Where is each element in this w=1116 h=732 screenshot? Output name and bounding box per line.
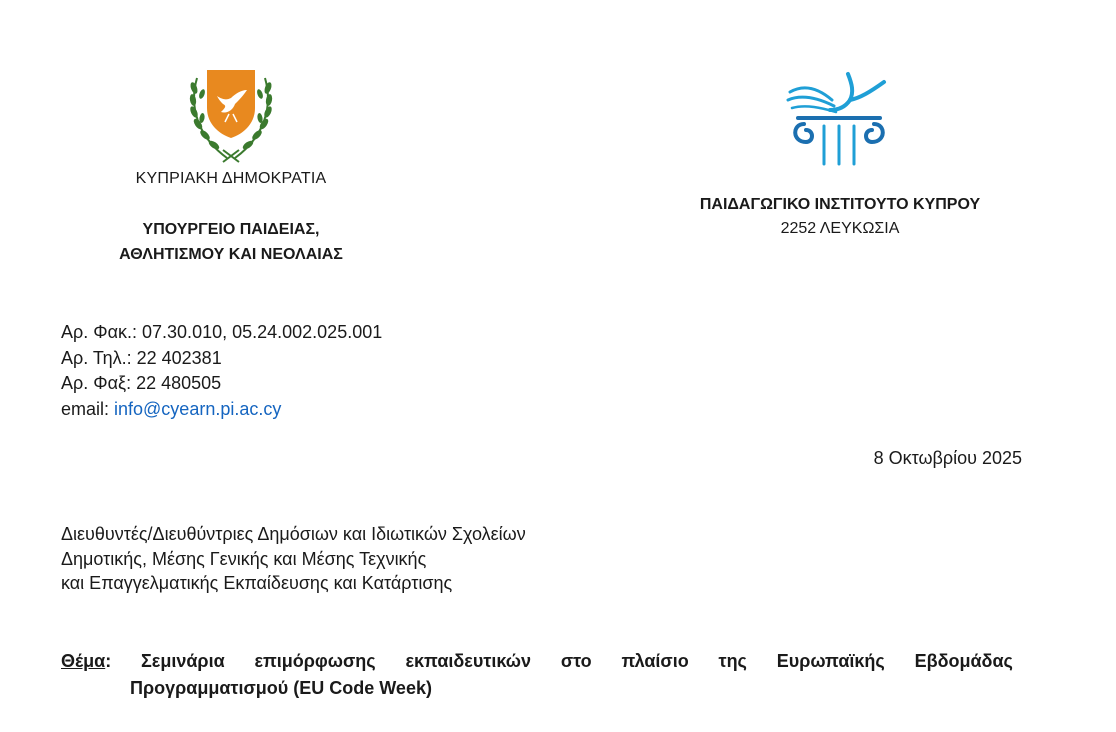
subject-word: της <box>718 651 747 671</box>
subject-label-group <box>61 648 111 675</box>
ministry-line-1: ΥΠΟΥΡΓΕΙΟ ΠΑΙΔΕΙΑΣ, <box>142 221 320 238</box>
subject-block <box>61 648 1013 702</box>
subject-label: Θέμα <box>61 651 106 671</box>
country-name: ΚΥΠΡΙΑΚΗ ΔΗΜΟΚΡΑΤΙΑ <box>135 170 327 187</box>
subject-line-1 <box>61 648 1013 675</box>
subject-word: επιμόρφωσης <box>254 651 376 671</box>
recipients-block <box>61 522 526 596</box>
subject-colon: : <box>105 651 112 671</box>
subject-line-2: Προγραμματισμού (EU Code Week) <box>130 678 432 698</box>
recipient-line: και Επαγγελματικής Εκπαίδευσης και Κατάρτισης <box>61 573 453 593</box>
cyprus-coat-of-arms-icon <box>183 66 279 166</box>
email-link[interactable]: info@cyearn.pi.ac.cy <box>114 398 282 419</box>
ministry-name <box>60 217 402 267</box>
recipient-line: Διευθυντές/Διευθύντριες Δημόσιων και Ιδιωτικών Σχολείων <box>61 524 526 544</box>
email-label: email: <box>61 398 115 419</box>
reference-block <box>61 320 382 422</box>
letter-date: 8 Οκτωβρίου 2025 <box>873 448 1022 468</box>
subject-word: Ευρωπαϊκής <box>776 651 885 671</box>
ministry-line-2: ΑΘΛΗΤΙΣΜΟΥ ΚΑΙ ΝΕΟΛΑΙΑΣ <box>119 246 343 263</box>
file-number: Αρ. Φακ.: 07.30.010, 05.24.002.025.001 <box>61 322 383 342</box>
subject-word: Σεμινάρια <box>141 651 225 671</box>
phone-number: Αρ. Τηλ.: 22 402381 <box>61 347 222 368</box>
institute-name: ΠΑΙΔΑΓΩΓΙΚΟ ΙΝΣΤΙΤΟΥΤΟ ΚΥΠΡΟΥ <box>699 196 981 213</box>
subject-word: Εβδομάδας <box>914 651 1013 671</box>
fax-number: Αρ. Φαξ: 22 480505 <box>61 373 222 393</box>
email-line <box>61 397 382 423</box>
pedagogical-institute-logo-icon <box>784 70 894 170</box>
subject-word: εκπαιδευτικών <box>405 651 532 671</box>
subject-word: πλαίσιο <box>621 651 689 671</box>
institute-city: 2252 ΛΕΥΚΩΣΙΑ <box>780 220 900 237</box>
recipient-line: Δημοτικής, Μέσης Γενικής και Μέσης Τεχνικής <box>61 548 427 569</box>
subject-word: στο <box>560 651 592 671</box>
